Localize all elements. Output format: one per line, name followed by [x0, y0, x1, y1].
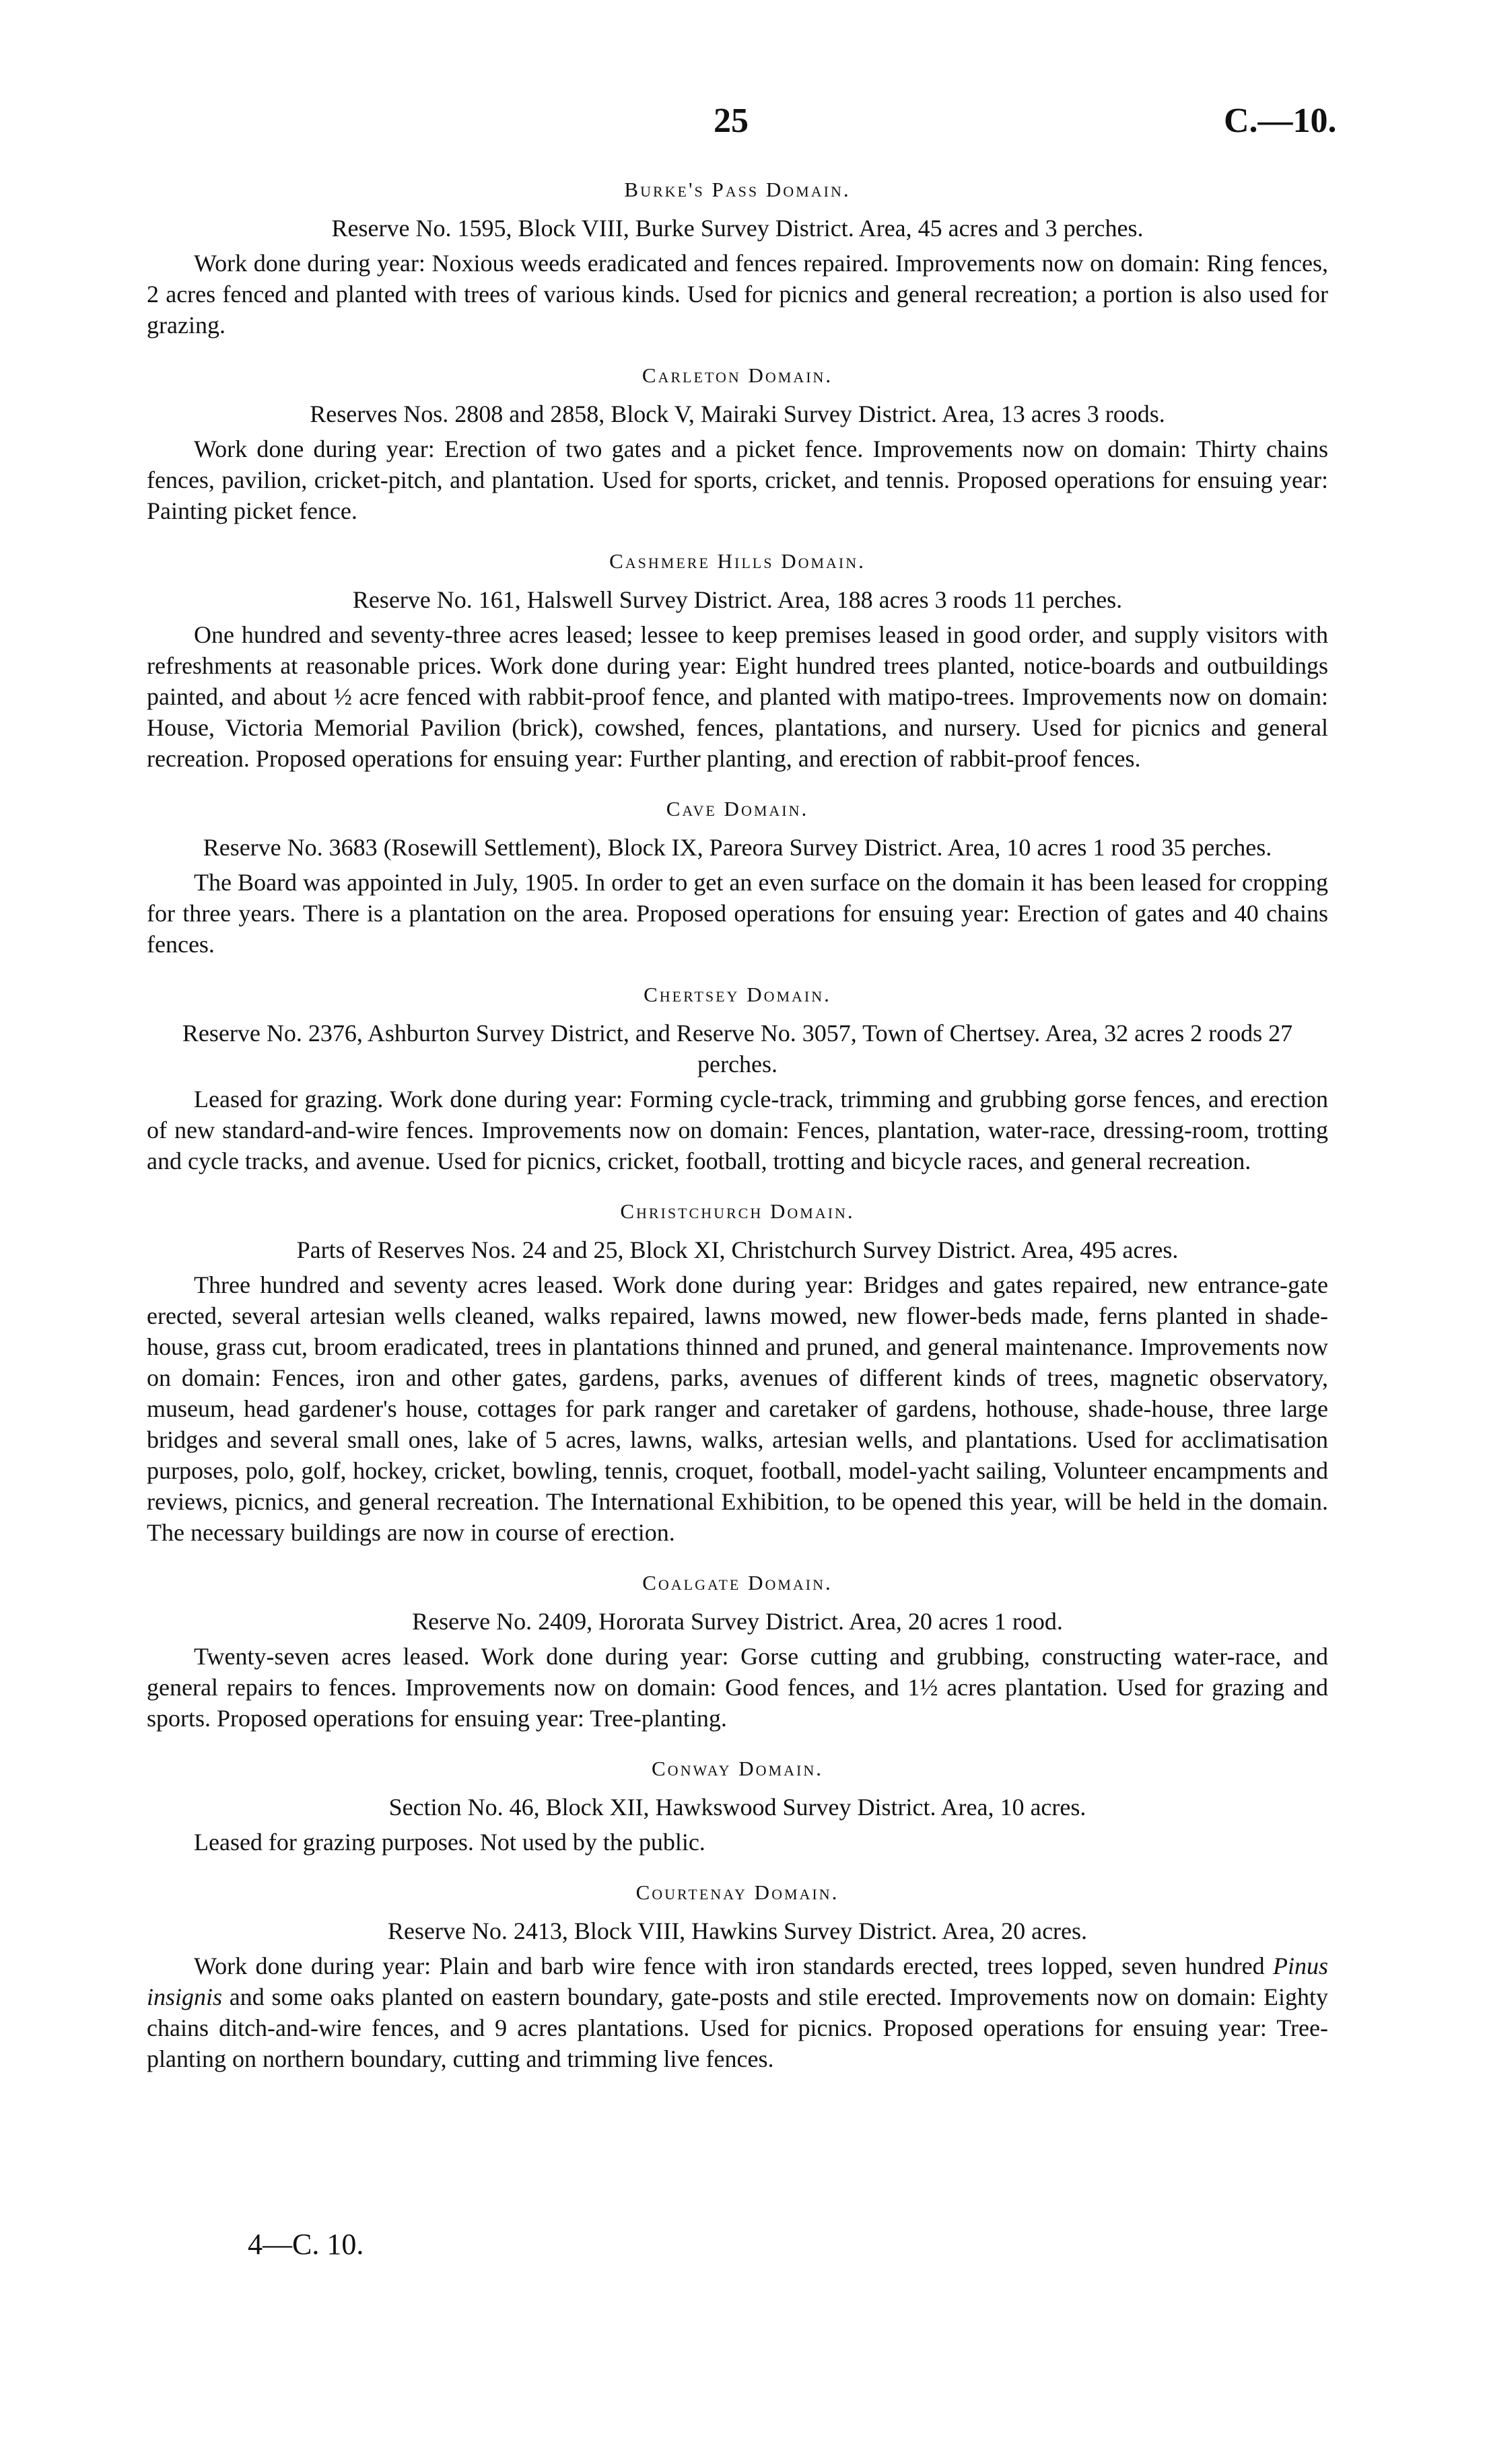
paragraph-text: Work done during year: Plain and barb wire fence with iron standards erected, trees lopped, seven hundred: [194, 1952, 1273, 1979]
section-heading: Conway Domain.: [652, 1757, 823, 1780]
section-cave: [147, 796, 1328, 960]
reserve-line: Parts of Reserves Nos. 24 and 25, Block XI, Christchurch Survey District. Area, 495 acres.: [296, 1236, 1179, 1263]
reserve-line: Reserves Nos. 2808 and 2858, Block V, Mairaki Survey District. Area, 13 acres 3 roods.: [310, 400, 1165, 427]
section-heading: Cashmere Hills Domain.: [609, 549, 866, 573]
section-heading: Chertsey Domain.: [644, 983, 831, 1006]
section-paragraph: The Board was appointed in July, 1905. In order to get an even surface on the domain it has been leased for cropping for three years. There is a plantation on the area. Proposed operations for ensuing year: Erection of gates and 40 chains fences.: [147, 869, 1328, 958]
species-name: Pinus insignis: [147, 1952, 1328, 2010]
section-conway: [147, 1755, 1328, 1858]
section-paragraph: Three hundred and seventy acres leased. Work done during year: Bridges and gates repaired, new entrance-gate erected, several artesian wells cleaned, walks repaired, lawns mowed, new flower-beds made, ferns planted in shade-house, grass cut, broom eradicated, trees in plantations thinned and pruned, and general maintenance. Improvements now on domain: Fences, iron and other gates, gardens, parks, avenues of different kinds of trees, magnetic observatory, museum, head gardener's house, cottages for park ranger and caretaker of gardens, hothouse, shade-house, three large bridges and several small ones, lake of 5 acres, lawns, walks, artesian wells, and plantations. Used for acclimatisation purposes, polo, golf, hockey, cricket, bowling, tennis, croquet, football, model-yacht sailing, Volunteer encampments and reviews, picnics, and general recreation. The International Exhibition, to be opened this year, will be held in the domain. The necessary buildings are now in course of erection.: [147, 1271, 1328, 1546]
section-burkes-pass: [147, 176, 1328, 341]
section-paragraph: Leased for grazing. Work done during year: Forming cycle-track, trimming and grubbing gorse fences, and erection of new standard-and-wire fences. Improvements now on domain: Fences, plantation, water-race, dressing-room, trotting and cycle tracks, and avenue. Used for picnics, cricket, football, trotting and bicycle races, and general recreation.: [147, 1086, 1328, 1174]
section-coalgate: [147, 1570, 1328, 1734]
page-number: 25: [714, 102, 749, 140]
document-reference: C.—10.: [1224, 102, 1337, 140]
section-paragraph: One hundred and seventy-three acres leased; lessee to keep premises leased in good order, and supply visitors with refreshments at reasonable prices. Work done during year: Eight hundred trees planted, notice-boards and outbuildings painted, and about ½ acre fenced with rabbit-proof fence, and planted with matipo-trees. Improvements now on domain: House, Victoria Memorial Pavilion (brick), cowshed, fences, plantations, and nursery. Used for picnics and general recreation. Proposed operations for ensuing year: Further planting, and erection of rabbit-proof fences.: [147, 621, 1328, 772]
section-cashmere-hills: [147, 548, 1328, 774]
page-body: [147, 176, 1328, 2074]
section-paragraph: Work done during year: Noxious weeds eradicated and fences repaired. Improvements now on domain: Ring fences, 2 acres fenced and planted with trees of various kinds. Used for picnics and general recreation; a portion is also used for grazing.: [147, 250, 1328, 339]
section-heading: Carleton Domain.: [642, 363, 833, 387]
reserve-line: Reserve No. 1595, Block VIII, Burke Survey District. Area, 45 acres and 3 perches.: [331, 215, 1144, 242]
section-heading: Christchurch Domain.: [620, 1199, 855, 1223]
section-chertsey: [147, 981, 1328, 1176]
section-courtenay: [147, 1879, 1328, 2074]
section-carleton: [147, 362, 1328, 526]
reserve-line: Reserve No. 2376, Ashburton Survey District, and Reserve No. 3057, Town of Chertsey. Area, 32 acres 2 roods 27 perches.: [182, 1020, 1293, 1078]
section-heading: Cave Domain.: [666, 797, 809, 820]
section-paragraph: Twenty-seven acres leased. Work done during year: Gorse cutting and grubbing, constructing water-race, and general repairs to fences. Improvements now on domain: Good fences, and 1½ acres plantation. Used for grazing and sports. Proposed operations for ensuing year: Tree-planting.: [147, 1643, 1328, 1732]
section-paragraph: Work done during year: Erection of two gates and a picket fence. Improvements now on domain: Thirty chains fences, pavilion, cricket-pitch, and plantation. Used for sports, cricket, and tennis. Proposed operations for ensuing year: Painting picket fence.: [147, 435, 1328, 524]
section-christchurch: [147, 1198, 1328, 1548]
section-paragraph: Leased for grazing purposes. Not used by the public.: [194, 1829, 705, 1856]
paragraph-text: and some oaks planted on eastern boundary, gate-posts and stile erected. Improvements now on domain: Eighty chains ditch-and-wire fences, and 9 acres plantations. Used for picnics. Proposed operations for ensuing year: Tree-planting on northern boundary, cutting and trimming live fences.: [147, 1983, 1328, 2072]
reserve-line: Reserve No. 3683 (Rosewill Settlement), Block IX, Pareora Survey District. Area, 10 acres 1 rood 35 perches.: [203, 834, 1272, 861]
reserve-line: Section No. 46, Block XII, Hawkswood Survey District. Area, 10 acres.: [388, 1794, 1086, 1821]
section-paragraph: [147, 1950, 1328, 2074]
reserve-line: Reserve No. 2413, Block VIII, Hawkins Survey District. Area, 20 acres.: [387, 1917, 1088, 1944]
signature-mark: 4—C. 10.: [248, 2228, 364, 2261]
reserve-line: Reserve No. 2409, Hororata Survey District. Area, 20 acres 1 rood.: [412, 1608, 1063, 1635]
reserve-line: Reserve No. 161, Halswell Survey District. Area, 188 acres 3 roods 11 perches.: [352, 586, 1123, 613]
section-heading: Coalgate Domain.: [642, 1571, 833, 1594]
section-heading: Courtenay Domain.: [635, 1880, 839, 1904]
section-heading: Burke's Pass Domain.: [624, 178, 851, 201]
